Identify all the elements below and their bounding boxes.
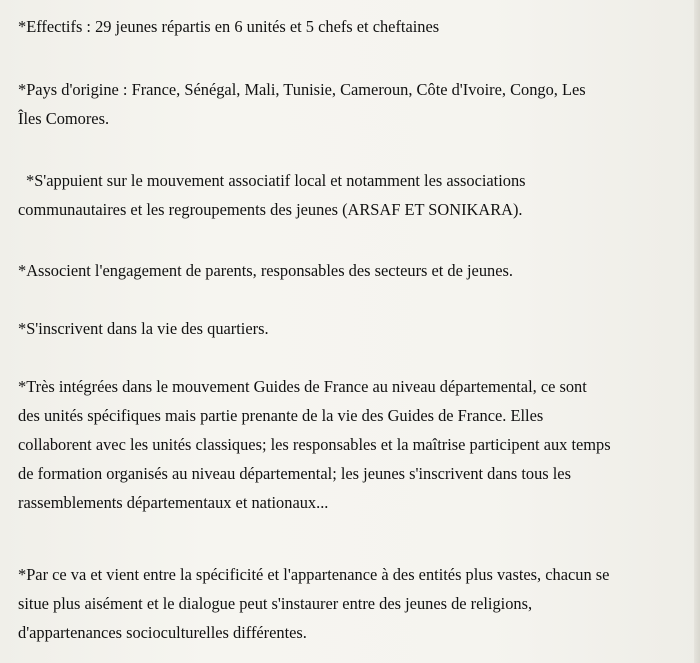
text-line: *Effectifs : 29 jeunes répartis en 6 unités et 5 chefs et cheftaines: [18, 17, 440, 36]
text-line: collaborent avec les unités classiques; les responsables et la maîtrise participent aux temps: [18, 435, 611, 454]
page-edge-shadow: [694, 0, 700, 663]
paragraph-pays-origine: [18, 75, 670, 133]
paragraph-mouvement-associatif: [18, 166, 670, 224]
text-line: *S'appuient sur le mouvement associatif local et notamment les associations: [26, 171, 526, 190]
text-line: d'appartenances socioculturelles différentes.: [18, 623, 307, 642]
text-line: rassemblements départementaux et nationaux...: [18, 493, 329, 512]
text-line: situe plus aisément et le dialogue peut s'instaurer entre des jeunes de religions,: [18, 594, 533, 613]
paragraph-engagement-parents: [18, 256, 670, 285]
text-line: *Pays d'origine : France, Sénégal, Mali, Tunisie, Cameroun, Côte d'Ivoire, Congo, Les: [18, 80, 586, 99]
paragraph-vie-quartiers: [18, 314, 670, 343]
text-line: des unités spécifiques mais partie prenante de la vie des Guides de France. Elles: [18, 406, 544, 425]
text-line: Îles Comores.: [18, 109, 110, 128]
text-line: de formation organisés au niveau départemental; les jeunes s'inscrivent dans tous les: [18, 464, 571, 483]
text-line: *S'inscrivent dans la vie des quartiers.: [18, 319, 269, 338]
paragraph-integration-guides: [18, 372, 670, 517]
text-line: *Par ce va et vient entre la spécificité et l'appartenance à des entités plus vastes, chacun se: [18, 565, 610, 584]
paragraph-va-et-vient: [18, 560, 670, 647]
paragraph-effectifs: [18, 12, 670, 41]
text-line: *Associent l'engagement de parents, responsables des secteurs et de jeunes.: [18, 261, 513, 280]
text-line: *Très intégrées dans le mouvement Guides de France au niveau départemental, ce sont: [18, 377, 587, 396]
text-line: communautaires et les regroupements des jeunes (ARSAF ET SONIKARA).: [18, 200, 523, 219]
